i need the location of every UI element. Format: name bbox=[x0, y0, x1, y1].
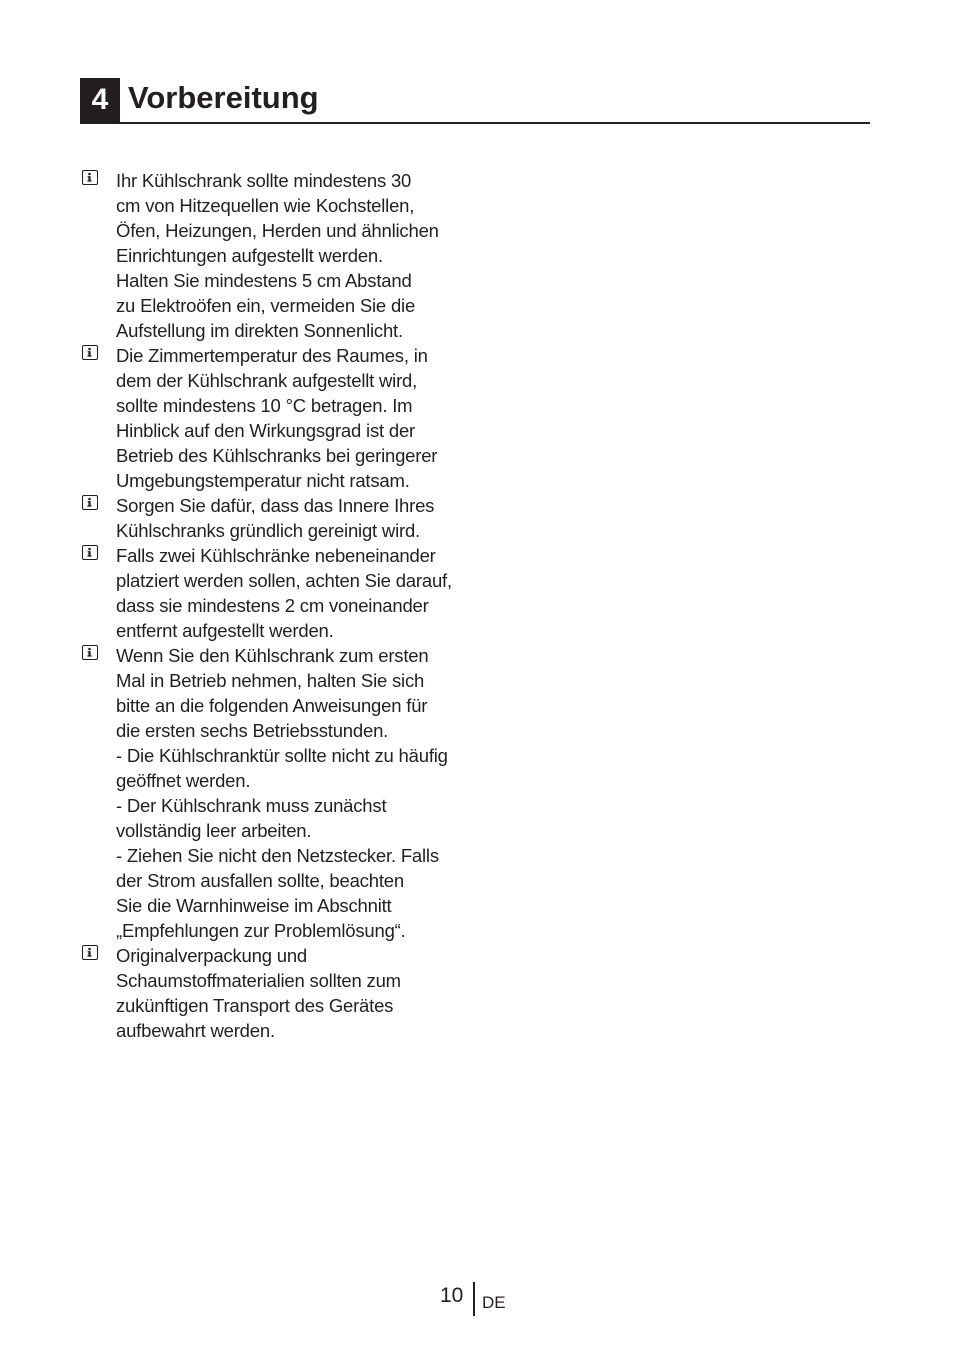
note-text-line: Ihr Kühlschrank sollte mindestens 30 bbox=[116, 170, 412, 191]
note-text-line: geöffnet werden. bbox=[116, 770, 251, 791]
chapter-title: Vorbereitung bbox=[128, 80, 319, 115]
note-text-line: cm von Hitzequellen wie Kochstellen, bbox=[116, 195, 415, 216]
note-text-line: - Die Kühlschranktür sollte nicht zu häufig bbox=[116, 745, 448, 766]
info-notes-list bbox=[82, 168, 482, 1043]
note-text-line: entfernt aufgestellt werden. bbox=[116, 620, 334, 641]
info-icon bbox=[82, 945, 98, 960]
note-text-line: Sorgen Sie dafür, dass das Innere Ihres bbox=[116, 495, 435, 516]
note-text-line: - Der Kühlschrank muss zunächst bbox=[116, 795, 387, 816]
note-text-line: Mal in Betrieb nehmen, halten Sie sich bbox=[116, 670, 425, 691]
note-text-line: Originalverpackung und bbox=[116, 945, 307, 966]
info-icon bbox=[82, 170, 98, 185]
note-text-line: Betrieb des Kühlschranks bei geringerer bbox=[116, 445, 438, 466]
note-text-line: bitte an die folgenden Anweisungen für bbox=[116, 695, 428, 716]
note-text-line: dass sie mindestens 2 cm voneinander bbox=[116, 595, 429, 616]
note-text-line: aufbewahrt werden. bbox=[116, 1020, 275, 1041]
note-text-line: Schaumstoffmaterialien sollten zum bbox=[116, 970, 401, 991]
info-icon bbox=[82, 345, 98, 360]
note-text-line: Wenn Sie den Kühlschrank zum ersten bbox=[116, 645, 429, 666]
note-text-line: zukünftigen Transport des Gerätes bbox=[116, 995, 394, 1016]
info-note bbox=[82, 343, 482, 493]
note-text-line: Einrichtungen aufgestellt werden. bbox=[116, 245, 383, 266]
note-text-line: Falls zwei Kühlschränke nebeneinander bbox=[116, 545, 436, 566]
note-text-line: Sie die Warnhinweise im Abschnitt bbox=[116, 895, 392, 916]
note-text-line: „Empfehlungen zur Problemlösung“. bbox=[116, 920, 406, 941]
note-text-line: Öfen, Heizungen, Herden und ähnlichen bbox=[116, 220, 439, 241]
note-text-line: vollständig leer arbeiten. bbox=[116, 820, 312, 841]
note-text-line: dem der Kühlschrank aufgestellt wird, bbox=[116, 370, 418, 391]
note-text-line: - Ziehen Sie nicht den Netzstecker. Falls bbox=[116, 845, 439, 866]
note-text-line: Kühlschranks gründlich gereinigt wird. bbox=[116, 520, 420, 541]
info-icon bbox=[82, 645, 98, 660]
info-icon bbox=[82, 495, 98, 510]
chapter-header bbox=[80, 78, 870, 124]
note-text-line: Die Zimmertemperatur des Raumes, in bbox=[116, 345, 428, 366]
note-text-line: Hinblick auf den Wirkungsgrad ist der bbox=[116, 420, 416, 441]
footer-divider bbox=[473, 1282, 475, 1316]
note-text-line: Aufstellung im direkten Sonnenlicht. bbox=[116, 320, 403, 341]
note-text-line: Halten Sie mindestens 5 cm Abstand bbox=[116, 270, 412, 291]
note-text-line: platziert werden sollen, achten Sie darauf, bbox=[116, 570, 452, 591]
info-note bbox=[82, 493, 482, 543]
chapter-number: 4 bbox=[80, 78, 120, 122]
note-text-line: sollte mindestens 10 °C betragen. Im bbox=[116, 395, 413, 416]
info-note bbox=[82, 943, 482, 1043]
note-text-line: Umgebungstemperatur nicht ratsam. bbox=[116, 470, 410, 491]
info-note bbox=[82, 643, 482, 943]
note-text-line: die ersten sechs Betriebsstunden. bbox=[116, 720, 389, 741]
note-text-line: der Strom ausfallen sollte, beachten bbox=[116, 870, 404, 891]
info-note bbox=[82, 168, 482, 343]
page-number: 10 bbox=[440, 1284, 464, 1307]
note-text-line: zu Elektroöfen ein, vermeiden Sie die bbox=[116, 295, 416, 316]
language-code: DE bbox=[482, 1293, 506, 1312]
info-icon bbox=[82, 545, 98, 560]
info-note bbox=[82, 543, 482, 643]
